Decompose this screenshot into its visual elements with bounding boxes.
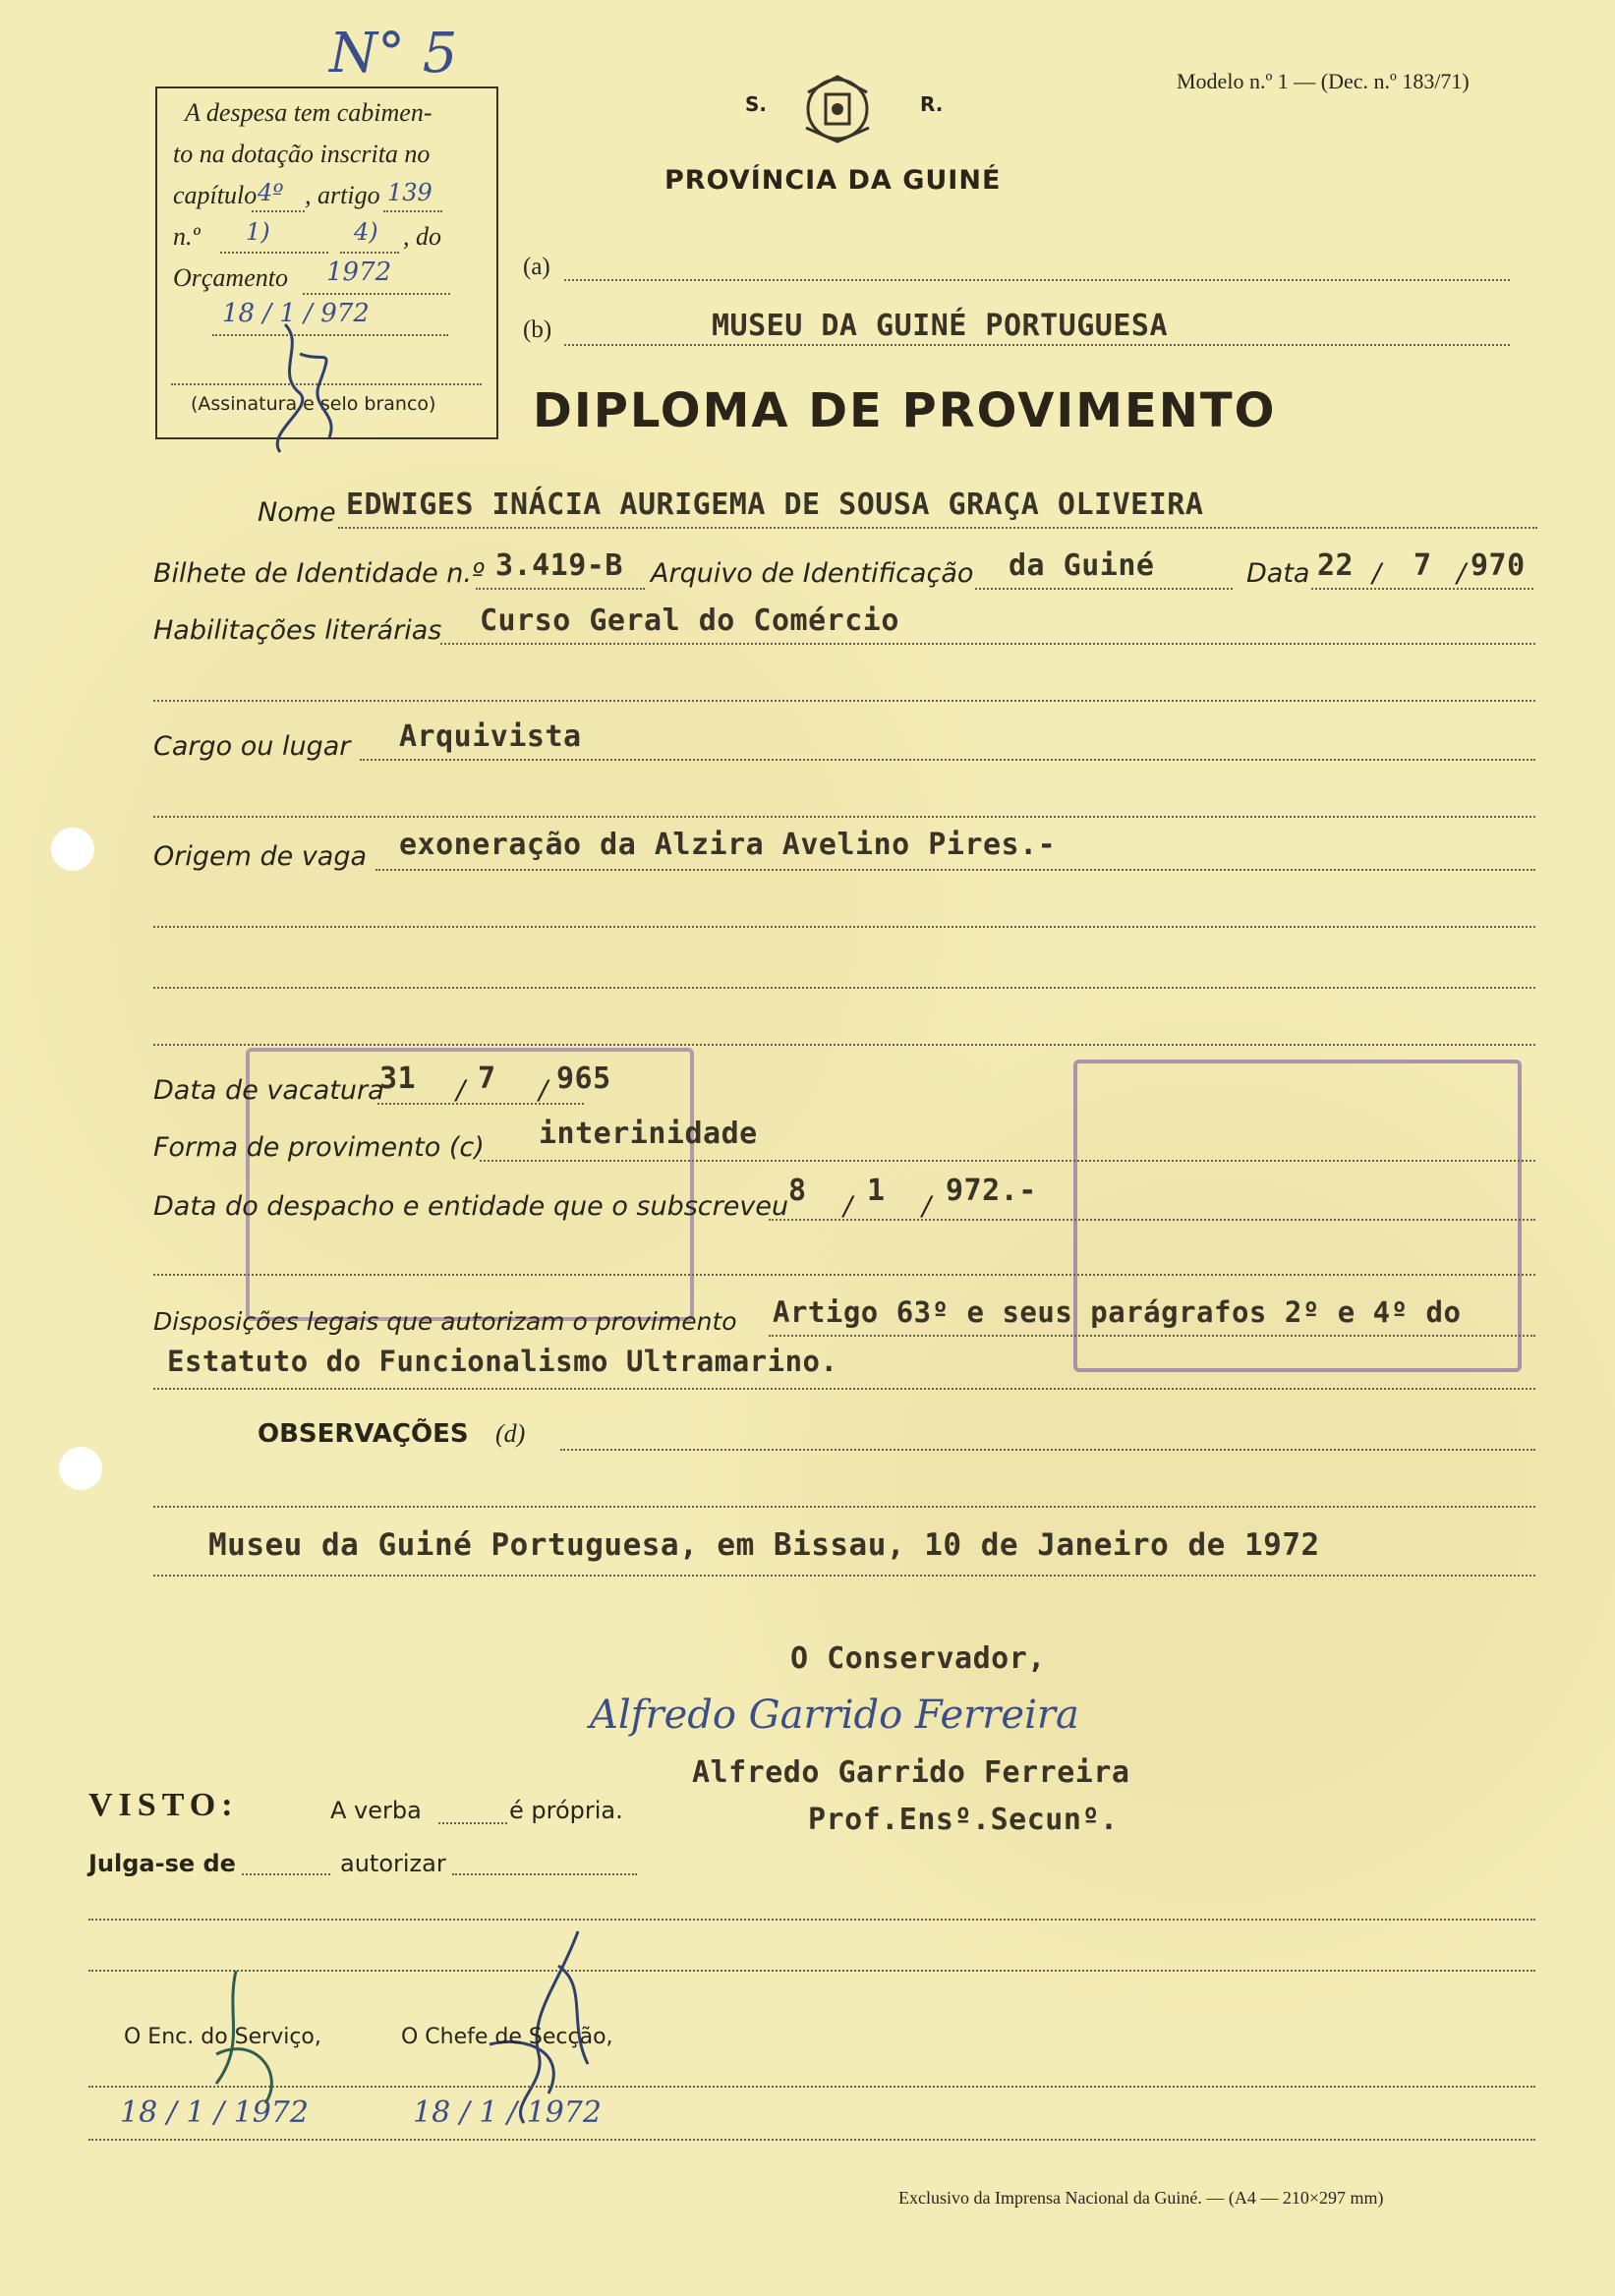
box-date: 18 / 1 / 972 [222, 299, 370, 328]
box-line-2: to na dotação inscrita no [173, 140, 431, 168]
verba-label: A verba [330, 1797, 422, 1824]
box-orcamento-label: Orçamento [173, 263, 288, 292]
box-n-label: n.º [173, 222, 201, 251]
data-day: 22 [1317, 548, 1355, 583]
vacatura-day: 31 [379, 1062, 417, 1096]
box-capitulo-label: capítulo [173, 181, 258, 209]
field-a-label: (a) [523, 254, 550, 280]
chefe-label: O Chefe de Secção, [401, 2025, 613, 2049]
box-signature [246, 315, 364, 462]
disposicoes-label: Disposições legais que autorizam o provimento [153, 1307, 737, 1336]
coat-of-arms-icon [798, 73, 877, 145]
closing-name: Alfredo Garrido Ferreira [692, 1755, 1130, 1790]
document-title: DIPLOMA DE PROVIMENTO [533, 383, 1277, 438]
habilitacoes-label: Habilitações literárias [153, 615, 442, 646]
box-artigo-value: 139 [387, 179, 433, 206]
closing-title: Prof.Ensº.Secunº. [808, 1803, 1119, 1837]
origem-value: exoneração da Alzira Avelino Pires.- [399, 828, 1057, 862]
seal-left-letter: S. [745, 92, 768, 116]
punch-hole-top [51, 828, 94, 871]
disposicoes-value-2: Estatuto do Funcionalismo Ultramarino. [167, 1345, 838, 1378]
propria-label: é própria. [509, 1797, 623, 1824]
origem-label: Origem de vaga [153, 841, 368, 872]
document-page: N° 5 A despesa tem cabimen- to na dotação inscrita no capítulo 4º , artigo 139 n.º 1) 4) , do Orçamento 1972 18 / 1 / 972 (Assinatura e selo branco) S. R. Modelo n.º 1 — (Dec. n.º 183/71) PROVÍNCIA DA GUINÉ (a) (b) MUSEU DA GUINÉ PORTUGUESA DIPLOMA DE PROVIMENTO Nome EDWIGES INÁCIA AURIGEMA DE SOUSA GRAÇA OLIVEIRA Bilhete de Identidade n.º 3.419-B Arquivo de Identificação da Guiné Data 22 / 7 / 970 Habilitações literárias Curso Geral do Comércio Cargo ou lugar Arquivista Origem de vaga exoneração da Alzira Avelino Pires.- Data de vacatura 31 / 7 / 965 Forma de provimento (c) interinidade Data do despacho e entidade que o subscreveu 8 / 1 / 972.- Disposições legais que autorizam o provimento Artigo 63º e seus parágrafos 2º e 4º do Estatuto do Funcionalismo Ultramarino. OBSERVAÇÕES (d) Museu da Guiné Portuguesa, em Bissau, 10 de Janeiro de 1972 O Conservador, Alfredo Garrido Ferreira Alfredo Garrido Ferreira Prof.Ensº.Secunº. VISTO: A verba é própria. Julga-se de autorizar O Enc. do Serviço, O Chefe de Secção, 18 / 1 / 1972 18 / 1 / 1972 Exclusivo da Imprensa Nacional da Guiné. — (A4 — 210×297 mm) [0, 0, 1615, 2296]
box-capitulo-value: 4º [258, 179, 284, 206]
enc-date: 18 / 1 / 1972 [120, 2095, 309, 2130]
julga-label: Julga-se de [88, 1850, 236, 1877]
despacho-year: 972.- [946, 1174, 1037, 1208]
forma-value: interinidade [539, 1117, 758, 1151]
place-date: Museu da Guiné Portuguesa, em Bissau, 10 de Janeiro de 1972 [208, 1527, 1320, 1563]
province-title: PROVÍNCIA DA GUINÉ [664, 165, 1002, 196]
data-month: 7 [1413, 548, 1432, 583]
field-b-value: MUSEU DA GUINÉ PORTUGUESA [712, 309, 1169, 343]
box-signature-note: (Assinatura e selo branco) [191, 393, 436, 415]
cargo-label: Cargo ou lugar [153, 731, 351, 762]
box-n-value-2: 4) [354, 218, 378, 246]
box-do-label: , do [403, 222, 441, 251]
budget-box [155, 86, 498, 439]
closing-role: O Conservador, [790, 1641, 1046, 1676]
punch-hole-bottom [59, 1447, 102, 1490]
habilitacoes-value: Curso Geral do Comércio [480, 603, 899, 638]
vacatura-month: 7 [478, 1062, 496, 1096]
despacho-label: Data do despacho e entidade que o subscreveu [153, 1191, 789, 1222]
footer-imprint: Exclusivo da Imprensa Nacional da Guiné. — (A4 — 210×297 mm) [898, 2188, 1384, 2208]
model-reference: Modelo n.º 1 — (Dec. n.º 183/71) [1177, 69, 1470, 93]
vacatura-year: 965 [556, 1062, 611, 1096]
visto-label: VISTO: [88, 1787, 239, 1823]
data-year: 970 [1471, 548, 1526, 583]
arquivo-label: Arquivo de Identificação [651, 558, 974, 589]
nome-value: EDWIGES INÁCIA AURIGEMA DE SOUSA GRAÇA OLIVEIRA [346, 488, 1204, 522]
data-label: Data [1246, 558, 1310, 589]
autorizar-label: autorizar [340, 1850, 446, 1877]
observacoes-label: OBSERVAÇÕES [258, 1419, 469, 1449]
chefe-date: 18 / 1 / 1972 [413, 2095, 602, 2130]
arquivo-value: da Guiné [1009, 548, 1155, 583]
bi-label: Bilhete de Identidade n.º [153, 558, 485, 589]
closing-signature: Alfredo Garrido Ferreira [590, 1693, 1079, 1738]
enc-label: O Enc. do Serviço, [124, 2025, 321, 2049]
seal-right-letter: R. [920, 92, 944, 116]
disposicoes-value: Artigo 63º e seus parágrafos 2º e 4º do [773, 1295, 1462, 1329]
document-number: N° 5 [329, 22, 458, 86]
box-line-1: A despesa tem cabimen- [185, 98, 433, 127]
box-n-value-1: 1) [246, 218, 270, 246]
vacatura-label: Data de vacatura [153, 1075, 384, 1106]
observacoes-d: (d) [495, 1419, 526, 1448]
field-b-label: (b) [523, 316, 552, 343]
cargo-value: Arquivista [399, 719, 582, 754]
box-orcamento-value: 1972 [326, 258, 392, 287]
despacho-day: 8 [788, 1174, 807, 1208]
bi-value: 3.419-B [495, 548, 623, 583]
forma-label: Forma de provimento (c) [153, 1132, 485, 1163]
nome-label: Nome [258, 497, 336, 528]
box-artigo-label: , artigo [305, 181, 380, 209]
despacho-month: 1 [867, 1174, 886, 1208]
